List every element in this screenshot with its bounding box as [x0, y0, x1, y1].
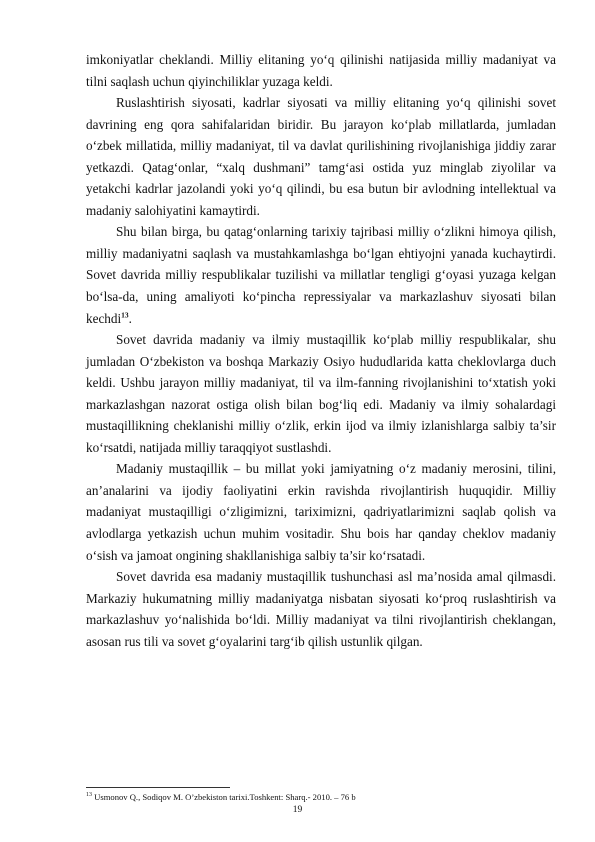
footnote-divider: [86, 787, 230, 788]
footnote-reference[interactable]: 13: [121, 310, 129, 320]
paragraph-3: [86, 221, 556, 329]
paragraph-1: imkoniyatlar cheklandi. Milliy elitaning yo‘q qilinishi natijasida milliy madaniyat va tilni saqlash uchun qiyinchiliklar yuzaga keldi.: [86, 52, 556, 89]
paragraph-6: Sovet davrida esa madaniy mustaqillik tushunchasi asl ma’nosida amal qilmasdi. Markaziy hukumatning milliy madaniyatga nisbatan siyosati ko‘proq ruslashtirish va markazlashuv yo‘nalishida bo‘ldi. Milliy madaniyat va tilni rivojlantirish cheklangan, asosan rus tili va sovet g‘oyalarini targ‘ib qilish ustunlik qilgan.: [86, 569, 556, 649]
paragraph-2: Ruslashtirish siyosati, kadrlar siyosati va milliy elitaning yo‘q qilinishi sovet davrining eng qora sahifalaridan biridir. Bu jarayon ko‘plab millatlarda, jumladan o‘zbek millatida, milliy madaniyat, til va davlat qurilishining rivojlanishiga jiddiy zarar yetkazdi. Qatag‘onlar, “xalq dushmani” tamg‘asi ostida yuz minglab ziyolilar va yetakchi kadrlar jazolandi yoki yo‘q qilindi, bu esa butun bir avlodning intellektual va madaniy salohiyatini kamaytirdi.: [86, 95, 556, 218]
document-body: [86, 49, 556, 652]
paragraph-5: Madaniy mustaqillik – bu millat yoki jamiyatning o‘z madaniy merosini, tilini, an’analarini va ijodiy faoliyatini erkin ravishda rivojlantirish huquqidir. Milliy madaniyat mustaqilligi o‘zligimizni, tariximizni, qadriyatlarimizni saqlab qolish va avlodlarga yetkazish uchun muhim vositadir. Shu bois har qanday cheklov madaniy o‘sish va jamoat ongining shakllanishiga salbiy ta’sir ko‘rsatadi.: [86, 461, 556, 563]
paragraph-4: Sovet davrida madaniy va ilmiy mustaqillik ko‘plab milliy respublikalar, shu jumladan O‘zbekiston va boshqa Markaziy Osiyo hududlarida katta cheklovlarga duch keldi. Ushbu jarayon milliy madaniyat, til va ilm-fanning rivojlanishini to‘xtatish yoki markazlashgan nazorat ostiga olish bilan bog‘liq edi. Madaniy va ilmiy sohalardagi mustaqillikning cheklanishi milliy o‘zlik, erkin ijod va ilmiy izlanishlarga salbiy ta’sir ko‘rsatdi, natijada milliy taraqqiyot sustlashdi.: [86, 332, 556, 455]
footnote-number: 13: [86, 792, 92, 799]
page-number: 19: [292, 805, 303, 815]
paragraph-3-end: .: [128, 310, 132, 326]
footnote: [86, 792, 556, 803]
footnote-text: Usmonov Q., Sodiqov M. O’zbekiston tarixi.Toshkent: Sharq.- 2010. – 76 b: [94, 792, 356, 802]
paragraph-3-text: Shu bilan birga, bu qatag‘onlarning tarixiy tajribasi milliy o‘zlikni himoya qilish, milliy madaniyatni saqlash va mustahkamlashga bo‘lgan ehtiyojni yanada kuchaytirdi. Sovet davrida milliy respublikalar tuzilishi va millatlar tengligi g‘oyasi yuzaga kelgan bo‘lsa-da, uning amaliyoti ko‘pincha repressiyalar va markazlashuv siyosati bilan kechdi: [86, 224, 556, 326]
